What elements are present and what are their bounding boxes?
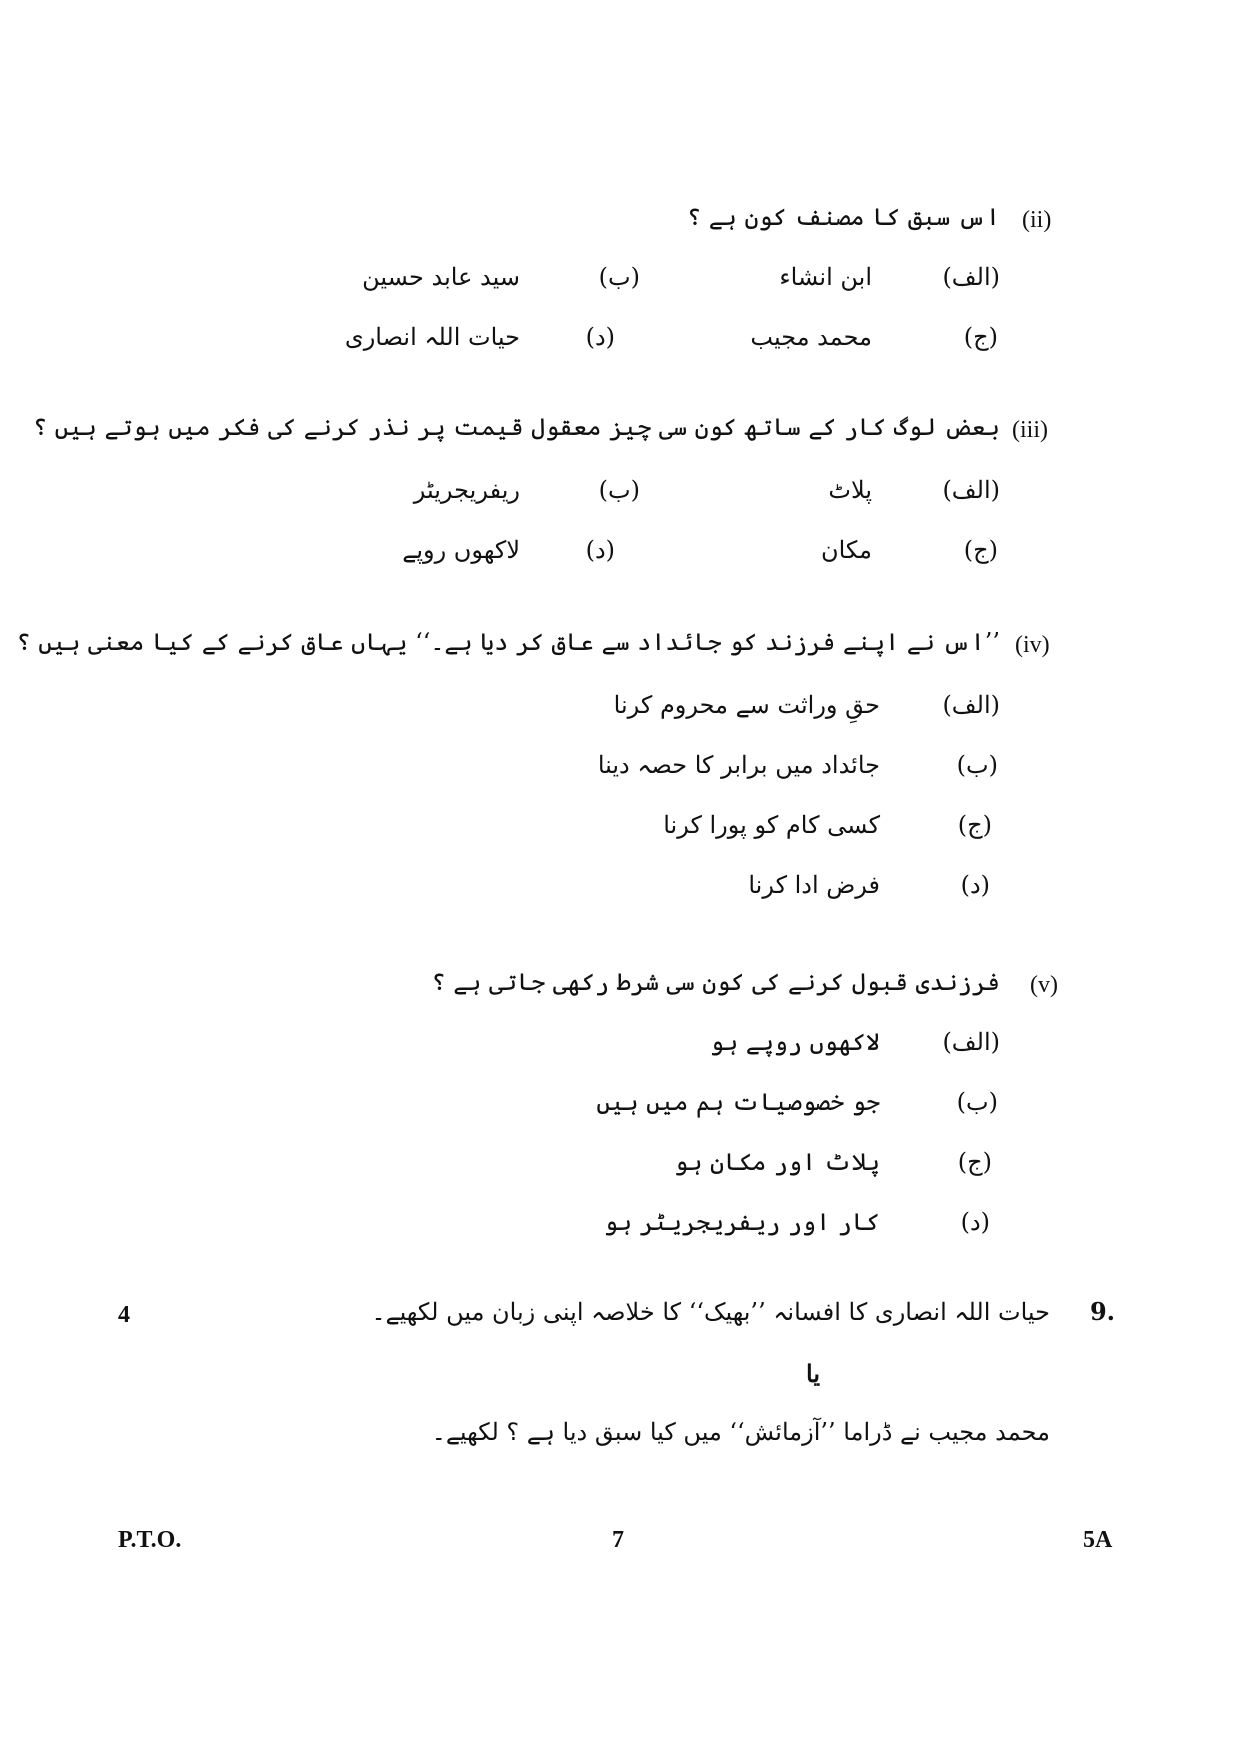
q8-v-opt-b-label: (ب) bbox=[956, 1088, 998, 1116]
footer-pto: P.T.O. bbox=[118, 1527, 182, 1553]
q8-iv-opt-a: حقِ وراثت سے محروم کرنا bbox=[613, 691, 880, 719]
q8-iv-number: (iv) bbox=[1015, 632, 1050, 658]
q9-question-2: محمد مجیب نے ڈراما ’’آزمائش‘‘ میں کیا سبق دیا ہے ؟ لکھیے۔ bbox=[431, 1418, 1050, 1446]
q8-iii-opt-d-label: (د) bbox=[585, 536, 615, 564]
q8-v-opt-c: پلاٹ اور مکان ہو bbox=[674, 1148, 880, 1176]
q8-iii-opt-a-label: (الف) bbox=[942, 476, 1000, 504]
q8-ii-opt-d-label: (د) bbox=[585, 323, 615, 351]
q8-iv-opt-c-label: (ج) bbox=[957, 811, 992, 839]
q8-iii-question: بعض لوگ کار کے ساتھ کون سی چیز معقول قیمت پر نذر کرنے کی فکر میں ہوتے ہیں ؟ bbox=[32, 413, 1000, 441]
q9-number: .9 bbox=[1089, 1297, 1115, 1326]
q8-iv-opt-c: کسی کام کو پورا کرنا bbox=[663, 811, 880, 839]
q8-iv-opt-a-label: (الف) bbox=[942, 691, 1000, 719]
q8-ii-opt-c: محمد مجیب bbox=[750, 323, 872, 351]
q8-iv-opt-d: فرض ادا کرنا bbox=[748, 871, 880, 899]
q8-ii-question: اس سبق کا مصنف کون ہے ؟ bbox=[687, 203, 1000, 231]
q8-ii-opt-a-label: (الف) bbox=[942, 263, 1000, 291]
q8-v-opt-a-label: (الف) bbox=[942, 1028, 1000, 1056]
q8-v-question: فرزندی قبول کرنے کی کون سی شرط رکھی جاتی ہے ؟ bbox=[431, 968, 1000, 996]
q8-iv-opt-b: جائداد میں برابر کا حصہ دینا bbox=[597, 751, 880, 779]
q8-ii-opt-b-label: (ب) bbox=[598, 263, 640, 291]
q9-marks: 4 bbox=[118, 1302, 130, 1328]
q8-iv-opt-b-label: (ب) bbox=[956, 751, 998, 779]
q8-iii-opt-c-label: (ج) bbox=[963, 536, 998, 564]
q8-v-opt-a: لاکھوں روپے ہو bbox=[710, 1028, 880, 1056]
q9-question-1: حیات اللہ انصاری کا افسانہ ’’بھیک‘‘ کا خلاصہ اپنی زبان میں لکھیے۔ bbox=[371, 1298, 1050, 1326]
q8-iii-number: (iii) bbox=[1012, 417, 1048, 443]
q8-iii-opt-d: لاکھوں روپے bbox=[402, 536, 520, 564]
q8-ii-opt-a: ابن انشاء bbox=[779, 263, 872, 291]
q8-ii-opt-c-label: (ج) bbox=[963, 323, 998, 351]
q9-or: یا bbox=[806, 1359, 820, 1388]
q8-ii-opt-d: حیات اللہ انصاری bbox=[344, 323, 520, 351]
footer-code: 5A bbox=[1083, 1527, 1113, 1553]
footer-page-number: 7 bbox=[612, 1527, 624, 1553]
q8-v-opt-d-label: (د) bbox=[960, 1208, 990, 1236]
q8-ii-opt-b: سید عابد حسین bbox=[362, 263, 520, 291]
q8-iii-opt-a: پلاٹ bbox=[828, 476, 872, 504]
q8-iv-question: ’’اس نے اپنے فرزند کو جائداد سے عاق کر دیا ہے۔‘‘ یہاں عاق کرنے کے کیا معنی ہیں ؟ bbox=[16, 628, 1000, 656]
q8-iii-opt-b-label: (ب) bbox=[598, 476, 640, 504]
q8-v-number: (v) bbox=[1030, 972, 1058, 998]
q8-v-opt-d: کار اور ریفریجریٹر ہو bbox=[603, 1208, 880, 1236]
q8-iii-opt-b: ریفریجریٹر bbox=[413, 476, 520, 504]
q8-ii-number: (ii) bbox=[1022, 207, 1052, 233]
q8-v-opt-b: جو خصوصیات ہم میں ہیں bbox=[596, 1088, 880, 1116]
q8-iv-opt-d-label: (د) bbox=[960, 871, 990, 899]
q8-v-opt-c-label: (ج) bbox=[957, 1148, 992, 1176]
q8-iii-opt-c: مکان bbox=[820, 536, 872, 564]
